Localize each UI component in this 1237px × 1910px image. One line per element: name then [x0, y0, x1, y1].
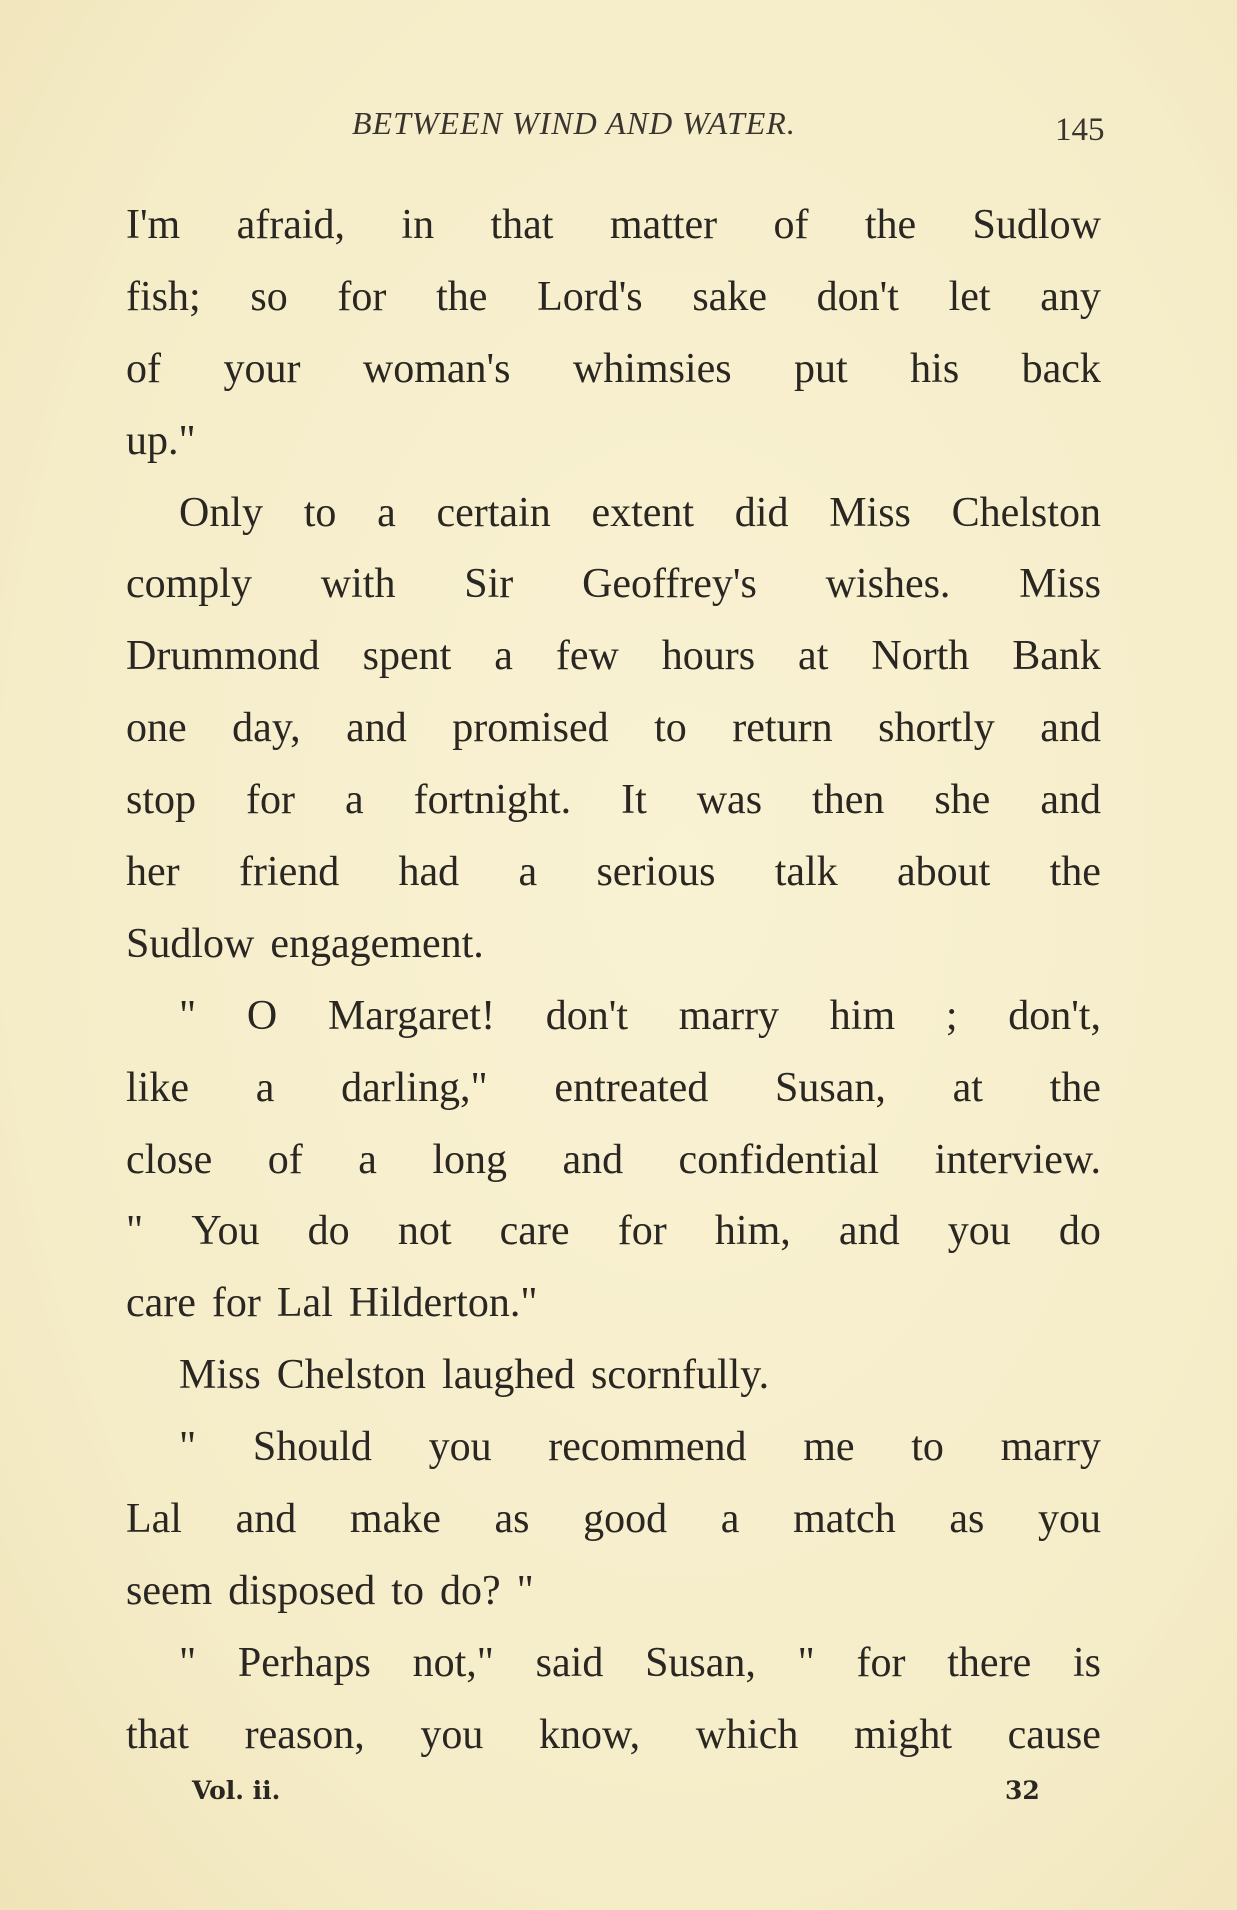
text-line: Sudlow engagement.	[126, 920, 484, 967]
text-line: her friend had a serious talk about the	[126, 849, 1101, 896]
signature-number: 32	[1005, 1776, 1040, 1805]
text-line: Lal and make as good a match as you	[126, 1496, 1101, 1543]
text-line: Miss Chelston laughed scornfully.	[179, 1352, 770, 1399]
text-line: of your woman's whimsies put his back	[126, 345, 1101, 392]
text-line: up."	[126, 417, 196, 464]
text-line: stop for a fortnight. It was then she and	[126, 777, 1101, 824]
text-line: fish; so for the Lord's sake don't let any	[126, 273, 1101, 320]
text-line: that reason, you know, which might cause	[126, 1711, 1101, 1758]
text-line: seem disposed to do? "	[126, 1567, 534, 1614]
running-head: BETWEEN WIND AND WATER.	[352, 105, 796, 141]
text-line: care for Lal Hilderton."	[126, 1280, 538, 1327]
text-line: " Should you recommend me to marry	[179, 1424, 1101, 1471]
volume-signature: Vol. ii.	[192, 1776, 281, 1805]
body-text	[126, 190, 1101, 1772]
text-line: " You do not care for him, and you do	[126, 1208, 1101, 1255]
page-number: 145	[1055, 112, 1105, 148]
text-line: like a darling," entreated Susan, at the	[126, 1064, 1101, 1111]
text-line: Only to a certain extent did Miss Chelston	[179, 489, 1101, 536]
text-line: " O Margaret! don't marry him ; don't,	[179, 992, 1101, 1039]
text-line: one day, and promised to return shortly and	[126, 705, 1101, 752]
text-line: I'm afraid, in that matter of the Sudlow	[126, 202, 1101, 248]
text-line: " Perhaps not," said Susan, " for there is	[179, 1639, 1101, 1686]
text-line: comply with Sir Geoffrey's wishes. Miss	[126, 561, 1101, 608]
text-line: Drummond spent a few hours at North Bank	[126, 633, 1101, 680]
text-line: close of a long and confidential interview.	[126, 1136, 1101, 1183]
